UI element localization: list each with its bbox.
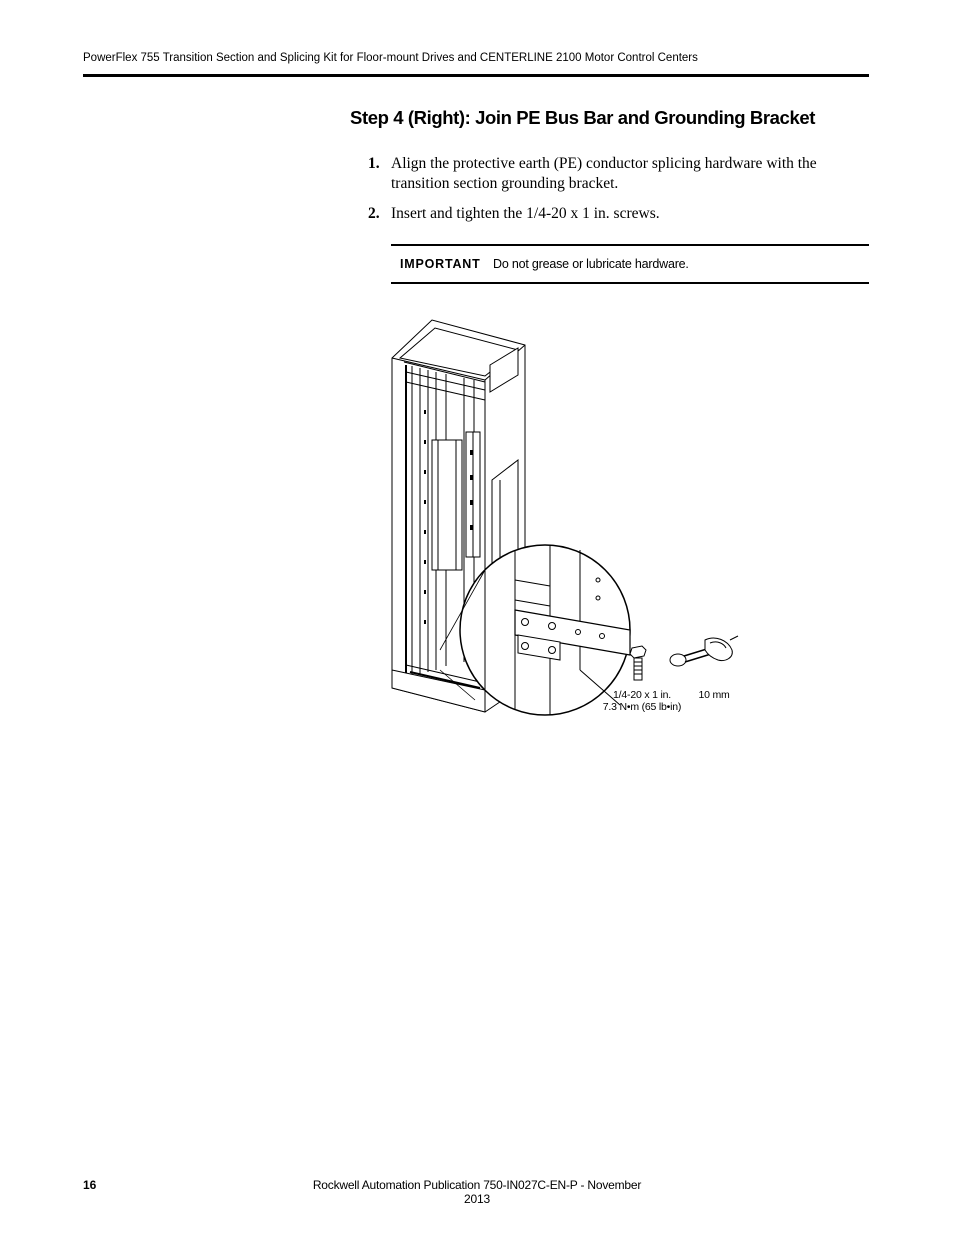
step-text: Align the protective earth (PE) conductor splicing hardware with the transition section grounding bracket.	[391, 155, 817, 192]
header-rule	[83, 74, 869, 77]
step-text: Insert and tighten the 1/4-20 x 1 in. screws.	[391, 205, 660, 222]
installation-figure	[380, 310, 750, 730]
notice-label: IMPORTANT	[400, 257, 481, 271]
wrench-size-label: 10 mm	[698, 689, 730, 701]
screw-spec-line2: 7.3 N•m (65 lb•in)	[602, 701, 682, 713]
important-notice	[391, 244, 869, 284]
screw-spec-label	[592, 689, 692, 713]
step-number: 1.	[368, 155, 380, 172]
publication-info: Rockwell Automation Publication 750-IN027C-EN-P - November 2013	[312, 1178, 642, 1206]
page-number: 16	[83, 1178, 97, 1192]
step-number: 2.	[368, 205, 380, 222]
cabinet-illustration	[380, 310, 750, 730]
step-list	[368, 154, 868, 234]
section-title: Step 4 (Right): Join PE Bus Bar and Grounding Bracket	[350, 107, 815, 128]
wrench-illustration	[670, 636, 738, 666]
step-item	[368, 154, 868, 194]
step-item	[368, 204, 868, 224]
screw-spec-line1: 1/4-20 x 1 in.	[613, 689, 671, 701]
notice-text: Do not grease or lubricate hardware.	[493, 257, 689, 271]
screw-illustration	[630, 646, 646, 680]
running-header: PowerFlex 755 Transition Section and Splicing Kit for Floor-mount Drives and CENTERLINE 2100 Motor Control Centers	[83, 52, 698, 64]
